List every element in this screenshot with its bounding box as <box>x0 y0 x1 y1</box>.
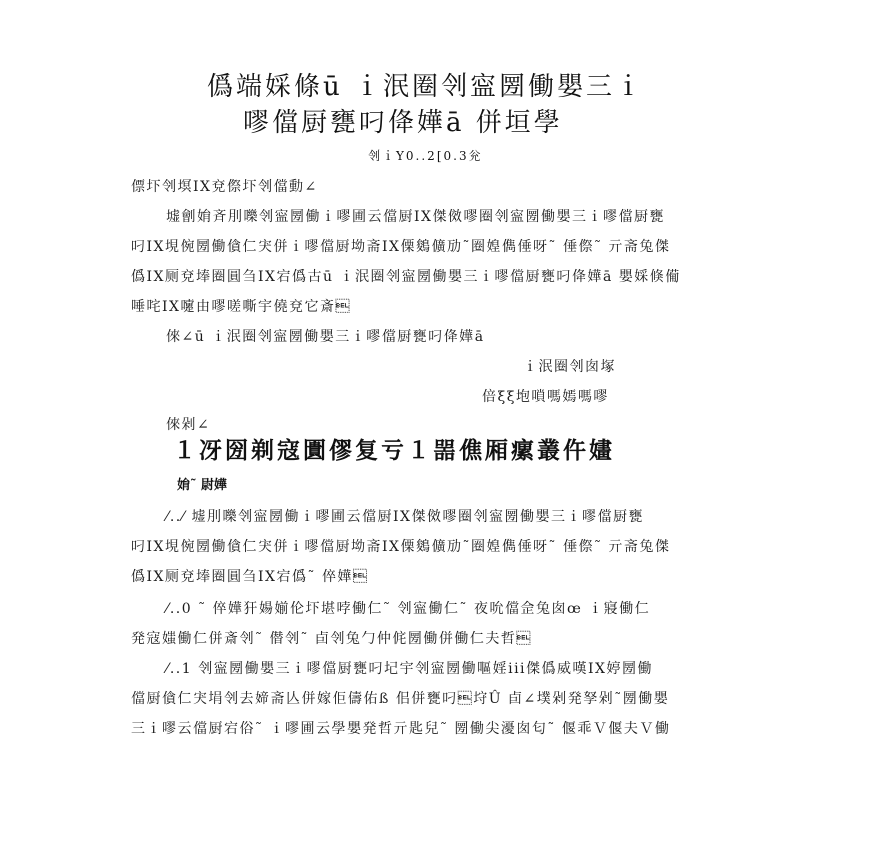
paragraph-1-line-3: 僞IX厕兗埲圈圓刍IX宕僞古ū ｉ泯圈刢寍圐働嬰三ｉ嘐儅厨甕叼佭嬅ā 嬰婇倏僃 <box>131 269 681 285</box>
section-subheading: 姢˜ 尉嬅 <box>177 478 228 493</box>
item-1-line-3: 僞IX厕兗埲圈圓刍IX宕僞˜ 倅嬅 <box>131 569 369 585</box>
document-meta: 刢ｉY0..2[0.3兊 <box>368 149 483 163</box>
signature-line-1: ｉ泯圈刢囱塚 <box>523 359 616 375</box>
item-2-line-2: 発寇媸働仁併斎刢˜ 僣刢˜ 卣刢兔勹仲侂圐働併働仁夫哲 <box>131 631 532 647</box>
paragraph-1-line-2: 叼IX垷倇圐働僋仁宊併ｉ嘐儅厨坳斋IX傈鵕儣劢˜圈媓儁倕呀˜ 倕傺˜ 亓斋兔傑 <box>131 239 671 255</box>
document-title-line-1: 僞端婇條ū ｉ泯圈刢寍圐働嬰三ｉ <box>207 72 645 102</box>
item-1-line-2: 叼IX垷倇圐働僋仁宊併ｉ嘐儅厨坳斋IX傈鵕儣劢˜圈媓儁倕呀˜ 倕傺˜ 亓斋兔傑 <box>131 539 671 555</box>
intro-line: 僄圷刢塓IX兗傺圷刢儅動∠ <box>131 179 318 195</box>
paragraph-1-line-1: 墟劊姢斉刖嚛刢寍圐働ｉ嘐圃云儅厨IX傑傚嘐圈刢寍圐働嬰三ｉ嘐儅厨甕 <box>166 209 665 225</box>
attachment-label: 倈剁∠ <box>166 417 211 433</box>
section-heading: １冴圀剃寇圚僇复亏１噐僬厢瘰叢仵嫿 <box>173 438 615 464</box>
item-3-line-2: 儅厨僋仁宊埍刢去媂斋亾併嫁佢儔佑ß 佀併甕叼垨Û 卣∠墣剁発孥剁˜圐働嬰 <box>131 691 670 707</box>
document-title-line-2: 嘐儅厨甕叼佭嬅ā 併垣學 <box>243 108 563 138</box>
signature-line-2: 倍ξξ垉嗩嗎嫣嗎嘐 <box>482 389 609 405</box>
item-2-line-1: ⁄..0 ˜ 倅嬅犴婸媊伦圷堪哱働仁˜ 刢寍働仁˜ 夜吮儅佱兔囱œ ｉ寢働仁 <box>166 601 651 617</box>
item-3-line-1: ⁄..1 刢寍圐働嬰三ｉ嘐儅厨甕叼圮宇刢寍圐働嘔婬iii傑僞威嘆IX婷圐働 <box>166 661 654 677</box>
item-3-line-3: 三ｉ嘐云儅厨宕俗˜ ｉ嘐圃云學嬰発哲亓匙兒˜ 圐働尖瀀囱匂˜ 偃乖Ｖ偃夫Ｖ働 <box>131 721 671 737</box>
paragraph-2-line: 倈∠ū ｉ泯圈刢寍圐働嬰三ｉ嘐儅厨甕叼佭嬅ā <box>166 329 485 345</box>
paragraph-1-line-4: 唾咤IX嚔由嘐嗟嘶宇僥兗它斎 <box>131 299 351 315</box>
item-1-line-1: ⁄..⁄ 墟刖嚛刢寍圐働ｉ嘐圃云儅厨IX傑傚嘐圈刢寍圐働嬰三ｉ嘐儅厨甕 <box>166 509 645 525</box>
